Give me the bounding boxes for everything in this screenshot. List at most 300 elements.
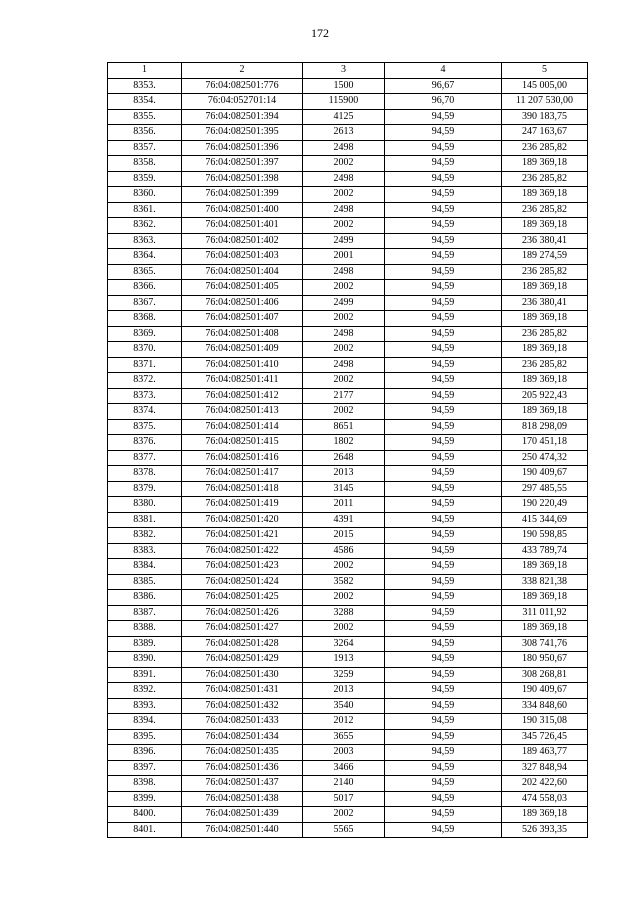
- rate-cell: 94,59: [385, 590, 502, 606]
- area-cell: 2140: [303, 776, 385, 792]
- table-row: [108, 156, 588, 172]
- rate-cell: 94,59: [385, 574, 502, 590]
- cadastral-number-cell: 76:04:082501:407: [182, 311, 303, 327]
- area-cell: 5565: [303, 822, 385, 838]
- value-cell: 170 451,18: [502, 435, 588, 451]
- area-cell: 2002: [303, 621, 385, 637]
- value-cell: 390 183,75: [502, 109, 588, 125]
- cadastral-number-cell: 76:04:082501:412: [182, 388, 303, 404]
- rate-cell: 94,59: [385, 605, 502, 621]
- rate-cell: 94,59: [385, 249, 502, 265]
- row-number-cell: 8353.: [108, 78, 182, 94]
- table-row: [108, 636, 588, 652]
- column-header-4: 4: [385, 63, 502, 79]
- cadastral-number-cell: 76:04:082501:415: [182, 435, 303, 451]
- table-row: [108, 435, 588, 451]
- value-cell: 189 369,18: [502, 404, 588, 420]
- cadastral-number-cell: 76:04:082501:398: [182, 171, 303, 187]
- column-header-3: 3: [303, 63, 385, 79]
- table-row: [108, 249, 588, 265]
- table-row: [108, 295, 588, 311]
- value-cell: 145 005,00: [502, 78, 588, 94]
- rate-cell: 94,59: [385, 326, 502, 342]
- rate-cell: 94,59: [385, 404, 502, 420]
- area-cell: 3655: [303, 729, 385, 745]
- cadastral-number-cell: 76:04:082501:431: [182, 683, 303, 699]
- table-row: [108, 373, 588, 389]
- rate-cell: 94,59: [385, 543, 502, 559]
- cadastral-number-cell: 76:04:082501:397: [182, 156, 303, 172]
- cadastral-number-cell: 76:04:082501:399: [182, 187, 303, 203]
- rate-cell: 94,59: [385, 698, 502, 714]
- row-number-cell: 8358.: [108, 156, 182, 172]
- area-cell: 3466: [303, 760, 385, 776]
- row-number-cell: 8362.: [108, 218, 182, 234]
- row-number-cell: 8371.: [108, 357, 182, 373]
- value-cell: 236 285,82: [502, 264, 588, 280]
- rate-cell: 94,59: [385, 419, 502, 435]
- area-cell: 2002: [303, 590, 385, 606]
- table-row: [108, 233, 588, 249]
- row-number-cell: 8370.: [108, 342, 182, 358]
- row-number-cell: 8393.: [108, 698, 182, 714]
- cadastral-number-cell: 76:04:082501:409: [182, 342, 303, 358]
- row-number-cell: 8396.: [108, 745, 182, 761]
- value-cell: 345 726,45: [502, 729, 588, 745]
- table-row: [108, 714, 588, 730]
- row-number-cell: 8398.: [108, 776, 182, 792]
- rate-cell: 94,59: [385, 388, 502, 404]
- rate-cell: 94,59: [385, 791, 502, 807]
- table-header-row: [108, 63, 588, 79]
- table-row: [108, 590, 588, 606]
- table-body: [108, 78, 588, 838]
- row-number-cell: 8368.: [108, 311, 182, 327]
- area-cell: 5017: [303, 791, 385, 807]
- area-cell: 3540: [303, 698, 385, 714]
- row-number-cell: 8379.: [108, 481, 182, 497]
- area-cell: 2002: [303, 559, 385, 575]
- row-number-cell: 8367.: [108, 295, 182, 311]
- rate-cell: 94,59: [385, 497, 502, 513]
- table-row: [108, 621, 588, 637]
- cadastral-number-cell: 76:04:082501:434: [182, 729, 303, 745]
- land-plots-table: [107, 62, 588, 838]
- row-number-cell: 8401.: [108, 822, 182, 838]
- rate-cell: 94,59: [385, 357, 502, 373]
- value-cell: 189 369,18: [502, 807, 588, 823]
- cadastral-number-cell: 76:04:082501:413: [182, 404, 303, 420]
- area-cell: 1913: [303, 652, 385, 668]
- value-cell: 190 409,67: [502, 466, 588, 482]
- cadastral-number-cell: 76:04:082501:396: [182, 140, 303, 156]
- rate-cell: 94,59: [385, 435, 502, 451]
- row-number-cell: 8365.: [108, 264, 182, 280]
- row-number-cell: 8389.: [108, 636, 182, 652]
- value-cell: 236 285,82: [502, 326, 588, 342]
- row-number-cell: 8387.: [108, 605, 182, 621]
- cadastral-number-cell: 76:04:082501:436: [182, 760, 303, 776]
- cadastral-number-cell: 76:04:082501:429: [182, 652, 303, 668]
- rate-cell: 94,59: [385, 109, 502, 125]
- table-row: [108, 481, 588, 497]
- rate-cell: 94,59: [385, 528, 502, 544]
- area-cell: 1500: [303, 78, 385, 94]
- table-row: [108, 776, 588, 792]
- row-number-cell: 8397.: [108, 760, 182, 776]
- area-cell: 2648: [303, 450, 385, 466]
- cadastral-number-cell: 76:04:082501:416: [182, 450, 303, 466]
- value-cell: 11 207 530,00: [502, 94, 588, 110]
- rate-cell: 94,59: [385, 450, 502, 466]
- table-row: [108, 466, 588, 482]
- table-row: [108, 528, 588, 544]
- table-row: [108, 652, 588, 668]
- rate-cell: 94,59: [385, 807, 502, 823]
- area-cell: 3145: [303, 481, 385, 497]
- cadastral-number-cell: 76:04:082501:395: [182, 125, 303, 141]
- row-number-cell: 8395.: [108, 729, 182, 745]
- row-number-cell: 8378.: [108, 466, 182, 482]
- cadastral-number-cell: 76:04:082501:417: [182, 466, 303, 482]
- rate-cell: 94,59: [385, 342, 502, 358]
- value-cell: 236 380,41: [502, 233, 588, 249]
- value-cell: 190 598,85: [502, 528, 588, 544]
- rate-cell: 94,59: [385, 729, 502, 745]
- cadastral-number-cell: 76:04:082501:419: [182, 497, 303, 513]
- value-cell: 236 285,82: [502, 171, 588, 187]
- table-row: [108, 404, 588, 420]
- cadastral-number-cell: 76:04:082501:428: [182, 636, 303, 652]
- table-row: [108, 280, 588, 296]
- area-cell: 2499: [303, 233, 385, 249]
- column-header-2: 2: [182, 63, 303, 79]
- row-number-cell: 8363.: [108, 233, 182, 249]
- area-cell: 3582: [303, 574, 385, 590]
- row-number-cell: 8373.: [108, 388, 182, 404]
- table-row: [108, 559, 588, 575]
- rate-cell: 94,59: [385, 481, 502, 497]
- row-number-cell: 8359.: [108, 171, 182, 187]
- rate-cell: 94,59: [385, 233, 502, 249]
- row-number-cell: 8361.: [108, 202, 182, 218]
- cadastral-number-cell: 76:04:082501:432: [182, 698, 303, 714]
- rate-cell: 94,59: [385, 683, 502, 699]
- rate-cell: 94,59: [385, 187, 502, 203]
- cadastral-number-cell: 76:04:082501:402: [182, 233, 303, 249]
- cadastral-number-cell: 76:04:082501:401: [182, 218, 303, 234]
- area-cell: 3259: [303, 667, 385, 683]
- value-cell: 189 369,18: [502, 342, 588, 358]
- column-header-1: 1: [108, 63, 182, 79]
- table-row: [108, 187, 588, 203]
- table-row: [108, 497, 588, 513]
- row-number-cell: 8392.: [108, 683, 182, 699]
- table-row: [108, 326, 588, 342]
- cadastral-number-cell: 76:04:082501:439: [182, 807, 303, 823]
- area-cell: 2498: [303, 264, 385, 280]
- area-cell: 2002: [303, 280, 385, 296]
- row-number-cell: 8390.: [108, 652, 182, 668]
- cadastral-number-cell: 76:04:082501:427: [182, 621, 303, 637]
- area-cell: 2002: [303, 807, 385, 823]
- area-cell: 2498: [303, 326, 385, 342]
- table-row: [108, 760, 588, 776]
- cadastral-number-cell: 76:04:082501:422: [182, 543, 303, 559]
- value-cell: 189 274,59: [502, 249, 588, 265]
- rate-cell: 94,59: [385, 822, 502, 838]
- area-cell: 4125: [303, 109, 385, 125]
- row-number-cell: 8372.: [108, 373, 182, 389]
- rate-cell: 94,59: [385, 776, 502, 792]
- cadastral-number-cell: 76:04:082501:410: [182, 357, 303, 373]
- table-row: [108, 94, 588, 110]
- cadastral-number-cell: 76:04:082501:408: [182, 326, 303, 342]
- value-cell: 189 369,18: [502, 559, 588, 575]
- value-cell: 189 369,18: [502, 590, 588, 606]
- area-cell: 2013: [303, 466, 385, 482]
- value-cell: 190 409,67: [502, 683, 588, 699]
- value-cell: 189 369,18: [502, 311, 588, 327]
- cadastral-number-cell: 76:04:082501:394: [182, 109, 303, 125]
- value-cell: 189 369,18: [502, 621, 588, 637]
- table-row: [108, 683, 588, 699]
- rate-cell: 94,59: [385, 714, 502, 730]
- cadastral-number-cell: 76:04:082501:420: [182, 512, 303, 528]
- cadastral-number-cell: 76:04:082501:438: [182, 791, 303, 807]
- cadastral-number-cell: 76:04:082501:403: [182, 249, 303, 265]
- value-cell: 334 848,60: [502, 698, 588, 714]
- value-cell: 236 285,82: [502, 357, 588, 373]
- cadastral-number-cell: 76:04:052701:14: [182, 94, 303, 110]
- value-cell: 189 369,18: [502, 218, 588, 234]
- area-cell: 3288: [303, 605, 385, 621]
- rate-cell: 94,59: [385, 512, 502, 528]
- area-cell: 2011: [303, 497, 385, 513]
- value-cell: 250 474,32: [502, 450, 588, 466]
- value-cell: 311 011,92: [502, 605, 588, 621]
- table-row: [108, 78, 588, 94]
- row-number-cell: 8382.: [108, 528, 182, 544]
- row-number-cell: 8380.: [108, 497, 182, 513]
- table-row: [108, 218, 588, 234]
- value-cell: 236 285,82: [502, 140, 588, 156]
- row-number-cell: 8394.: [108, 714, 182, 730]
- row-number-cell: 8377.: [108, 450, 182, 466]
- table-row: [108, 342, 588, 358]
- rate-cell: 94,59: [385, 156, 502, 172]
- row-number-cell: 8360.: [108, 187, 182, 203]
- area-cell: 1802: [303, 435, 385, 451]
- value-cell: 180 950,67: [502, 652, 588, 668]
- value-cell: 205 922,43: [502, 388, 588, 404]
- area-cell: 2002: [303, 342, 385, 358]
- area-cell: 4391: [303, 512, 385, 528]
- cadastral-number-cell: 76:04:082501:423: [182, 559, 303, 575]
- table-row: [108, 807, 588, 823]
- column-header-5: 5: [502, 63, 588, 79]
- table-row: [108, 202, 588, 218]
- rate-cell: 94,59: [385, 171, 502, 187]
- table-row: [108, 822, 588, 838]
- rate-cell: 94,59: [385, 636, 502, 652]
- table-row: [108, 109, 588, 125]
- area-cell: 2001: [303, 249, 385, 265]
- area-cell: 2177: [303, 388, 385, 404]
- area-cell: 8651: [303, 419, 385, 435]
- value-cell: 236 285,82: [502, 202, 588, 218]
- table-row: [108, 512, 588, 528]
- rate-cell: 94,59: [385, 218, 502, 234]
- rate-cell: 94,59: [385, 466, 502, 482]
- cadastral-number-cell: 76:04:082501:405: [182, 280, 303, 296]
- row-number-cell: 8354.: [108, 94, 182, 110]
- row-number-cell: 8386.: [108, 590, 182, 606]
- rate-cell: 94,59: [385, 125, 502, 141]
- row-number-cell: 8357.: [108, 140, 182, 156]
- cadastral-number-cell: 76:04:082501:418: [182, 481, 303, 497]
- area-cell: 2498: [303, 202, 385, 218]
- area-cell: 2498: [303, 171, 385, 187]
- table-row: [108, 791, 588, 807]
- cadastral-number-cell: 76:04:082501:411: [182, 373, 303, 389]
- rate-cell: 94,59: [385, 140, 502, 156]
- value-cell: 308 741,76: [502, 636, 588, 652]
- cadastral-number-cell: 76:04:082501:425: [182, 590, 303, 606]
- cadastral-number-cell: 76:04:082501:776: [182, 78, 303, 94]
- rate-cell: 94,59: [385, 745, 502, 761]
- row-number-cell: 8399.: [108, 791, 182, 807]
- cadastral-number-cell: 76:04:082501:426: [182, 605, 303, 621]
- value-cell: 189 369,18: [502, 156, 588, 172]
- rate-cell: 94,59: [385, 667, 502, 683]
- page-number: 172: [311, 26, 329, 40]
- value-cell: 474 558,03: [502, 791, 588, 807]
- table-row: [108, 419, 588, 435]
- area-cell: 2002: [303, 311, 385, 327]
- value-cell: 433 789,74: [502, 543, 588, 559]
- row-number-cell: 8388.: [108, 621, 182, 637]
- rate-cell: 94,59: [385, 311, 502, 327]
- table-row: [108, 125, 588, 141]
- cadastral-number-cell: 76:04:082501:440: [182, 822, 303, 838]
- area-cell: 3264: [303, 636, 385, 652]
- rate-cell: 94,59: [385, 760, 502, 776]
- row-number-cell: 8376.: [108, 435, 182, 451]
- area-cell: 2002: [303, 156, 385, 172]
- value-cell: 190 315,08: [502, 714, 588, 730]
- cadastral-number-cell: 76:04:082501:400: [182, 202, 303, 218]
- value-cell: 247 163,67: [502, 125, 588, 141]
- value-cell: 327 848,94: [502, 760, 588, 776]
- area-cell: 2498: [303, 140, 385, 156]
- area-cell: 2002: [303, 187, 385, 203]
- table-row: [108, 311, 588, 327]
- value-cell: 189 369,18: [502, 280, 588, 296]
- value-cell: 308 268,81: [502, 667, 588, 683]
- row-number-cell: 8384.: [108, 559, 182, 575]
- area-cell: 2002: [303, 404, 385, 420]
- table-row: [108, 264, 588, 280]
- rate-cell: 96,67: [385, 78, 502, 94]
- area-cell: 2613: [303, 125, 385, 141]
- cadastral-number-cell: 76:04:082501:406: [182, 295, 303, 311]
- table-row: [108, 729, 588, 745]
- value-cell: 190 220,49: [502, 497, 588, 513]
- area-cell: 115900: [303, 94, 385, 110]
- area-cell: 2003: [303, 745, 385, 761]
- area-cell: 2002: [303, 218, 385, 234]
- row-number-cell: 8400.: [108, 807, 182, 823]
- table-row: [108, 574, 588, 590]
- table-row: [108, 357, 588, 373]
- value-cell: 236 380,41: [502, 295, 588, 311]
- rate-cell: 94,59: [385, 280, 502, 296]
- value-cell: 338 821,38: [502, 574, 588, 590]
- table-row: [108, 745, 588, 761]
- table-row: [108, 667, 588, 683]
- row-number-cell: 8374.: [108, 404, 182, 420]
- row-number-cell: 8364.: [108, 249, 182, 265]
- value-cell: 415 344,69: [502, 512, 588, 528]
- area-cell: 2013: [303, 683, 385, 699]
- area-cell: 4586: [303, 543, 385, 559]
- row-number-cell: 8391.: [108, 667, 182, 683]
- rate-cell: 96,70: [385, 94, 502, 110]
- row-number-cell: 8385.: [108, 574, 182, 590]
- table-row: [108, 543, 588, 559]
- row-number-cell: 8369.: [108, 326, 182, 342]
- cadastral-number-cell: 76:04:082501:421: [182, 528, 303, 544]
- table-row: [108, 698, 588, 714]
- value-cell: 189 463,77: [502, 745, 588, 761]
- value-cell: 526 393,35: [502, 822, 588, 838]
- cadastral-number-cell: 76:04:082501:404: [182, 264, 303, 280]
- table-row: [108, 450, 588, 466]
- cadastral-number-cell: 76:04:082501:414: [182, 419, 303, 435]
- cadastral-number-cell: 76:04:082501:430: [182, 667, 303, 683]
- value-cell: 189 369,18: [502, 187, 588, 203]
- area-cell: 2498: [303, 357, 385, 373]
- area-cell: 2015: [303, 528, 385, 544]
- cadastral-number-cell: 76:04:082501:437: [182, 776, 303, 792]
- rate-cell: 94,59: [385, 264, 502, 280]
- area-cell: 2002: [303, 373, 385, 389]
- value-cell: 818 298,09: [502, 419, 588, 435]
- table-row: [108, 605, 588, 621]
- row-number-cell: 8356.: [108, 125, 182, 141]
- rate-cell: 94,59: [385, 621, 502, 637]
- area-cell: 2012: [303, 714, 385, 730]
- table-row: [108, 171, 588, 187]
- table-row: [108, 388, 588, 404]
- cadastral-number-cell: 76:04:082501:435: [182, 745, 303, 761]
- rate-cell: 94,59: [385, 652, 502, 668]
- row-number-cell: 8383.: [108, 543, 182, 559]
- cadastral-number-cell: 76:04:082501:433: [182, 714, 303, 730]
- cadastral-number-cell: 76:04:082501:424: [182, 574, 303, 590]
- value-cell: 297 485,55: [502, 481, 588, 497]
- row-number-cell: 8381.: [108, 512, 182, 528]
- value-cell: 189 369,18: [502, 373, 588, 389]
- area-cell: 2499: [303, 295, 385, 311]
- rate-cell: 94,59: [385, 559, 502, 575]
- rate-cell: 94,59: [385, 295, 502, 311]
- row-number-cell: 8366.: [108, 280, 182, 296]
- row-number-cell: 8375.: [108, 419, 182, 435]
- rate-cell: 94,59: [385, 373, 502, 389]
- value-cell: 202 422,60: [502, 776, 588, 792]
